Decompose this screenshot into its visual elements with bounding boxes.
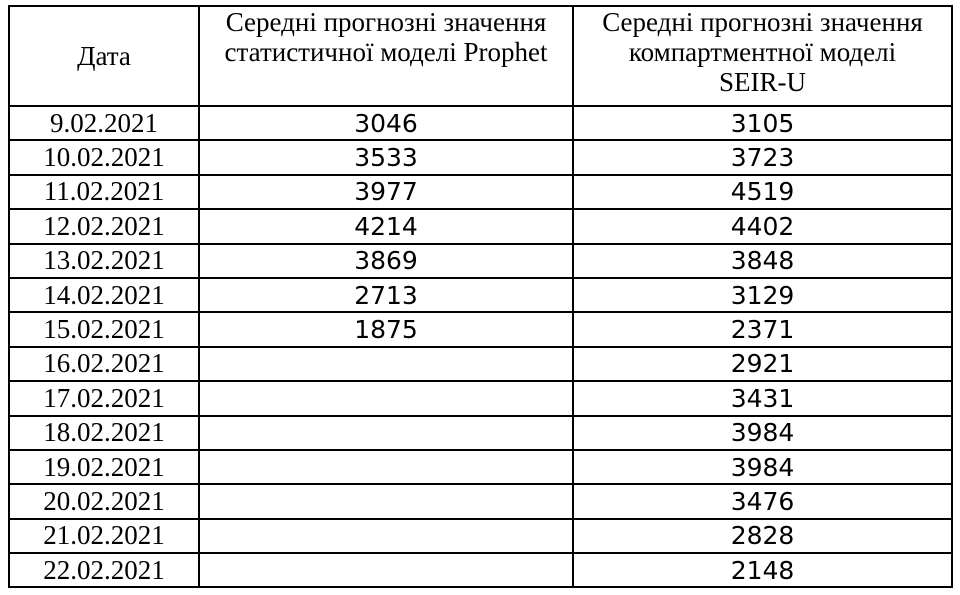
table-row: [9, 519, 952, 553]
seir-value-cell: 3105: [573, 106, 952, 140]
date-cell: 14.02.2021: [9, 278, 199, 312]
seir-value-cell: 4519: [573, 175, 952, 209]
seir-value-cell: 3476: [573, 484, 952, 518]
prophet-value-cell: [199, 416, 573, 450]
seir-value-cell: 3431: [573, 381, 952, 415]
table-row: [9, 416, 952, 450]
prophet-value-cell: [199, 450, 573, 484]
header-seir-line-1: Середні прогнозні значення: [602, 7, 923, 37]
table-row: [9, 553, 952, 587]
table-row: [9, 347, 952, 381]
seir-value-cell: 3129: [573, 278, 952, 312]
date-cell: 21.02.2021: [9, 519, 199, 553]
seir-value-cell: 2921: [573, 347, 952, 381]
date-cell: 11.02.2021: [9, 175, 199, 209]
prophet-value-cell: 1875: [199, 312, 573, 346]
header-date: [9, 6, 199, 106]
table-row: [9, 278, 952, 312]
prophet-value-cell: 3869: [199, 244, 573, 278]
date-cell: 16.02.2021: [9, 347, 199, 381]
seir-value-cell: 3723: [573, 140, 952, 174]
seir-value-cell: 3984: [573, 416, 952, 450]
header-date-label: Дата: [77, 41, 131, 71]
prophet-value-cell: 3046: [199, 106, 573, 140]
header-row: [9, 6, 952, 106]
date-cell: 10.02.2021: [9, 140, 199, 174]
seir-value-cell: 3984: [573, 450, 952, 484]
table-row: [9, 106, 952, 140]
date-cell: 13.02.2021: [9, 244, 199, 278]
header-seir: [573, 6, 952, 106]
header-prophet-line-1: Середні прогнозні значення: [225, 7, 547, 37]
prophet-value-cell: [199, 381, 573, 415]
prophet-value-cell: 3533: [199, 140, 573, 174]
forecast-table: [8, 5, 953, 588]
prophet-value-cell: [199, 347, 573, 381]
seir-value-cell: 3848: [573, 244, 952, 278]
prophet-value-cell: 3977: [199, 175, 573, 209]
table-row: [9, 140, 952, 174]
date-cell: 12.02.2021: [9, 209, 199, 243]
date-cell: 22.02.2021: [9, 553, 199, 587]
table-row: [9, 484, 952, 518]
date-cell: 9.02.2021: [9, 106, 199, 140]
table-row: [9, 209, 952, 243]
date-cell: 15.02.2021: [9, 312, 199, 346]
header-prophet-line-2: статистичної моделі Prophet: [224, 37, 548, 67]
header-seir-line-3: SEIR-U: [719, 67, 806, 97]
table-row: [9, 450, 952, 484]
prophet-value-cell: 2713: [199, 278, 573, 312]
header-prophet: [199, 6, 573, 106]
table-row: [9, 244, 952, 278]
seir-value-cell: 4402: [573, 209, 952, 243]
date-cell: 17.02.2021: [9, 381, 199, 415]
table-row: [9, 312, 952, 346]
prophet-value-cell: [199, 484, 573, 518]
header-seir-line-2: компартментної моделі: [628, 37, 897, 67]
prophet-value-cell: [199, 553, 573, 587]
table-row: [9, 175, 952, 209]
seir-value-cell: 2148: [573, 553, 952, 587]
date-cell: 19.02.2021: [9, 450, 199, 484]
date-cell: 20.02.2021: [9, 484, 199, 518]
prophet-value-cell: 4214: [199, 209, 573, 243]
seir-value-cell: 2371: [573, 312, 952, 346]
table-row: [9, 381, 952, 415]
seir-value-cell: 2828: [573, 519, 952, 553]
prophet-value-cell: [199, 519, 573, 553]
date-cell: 18.02.2021: [9, 416, 199, 450]
